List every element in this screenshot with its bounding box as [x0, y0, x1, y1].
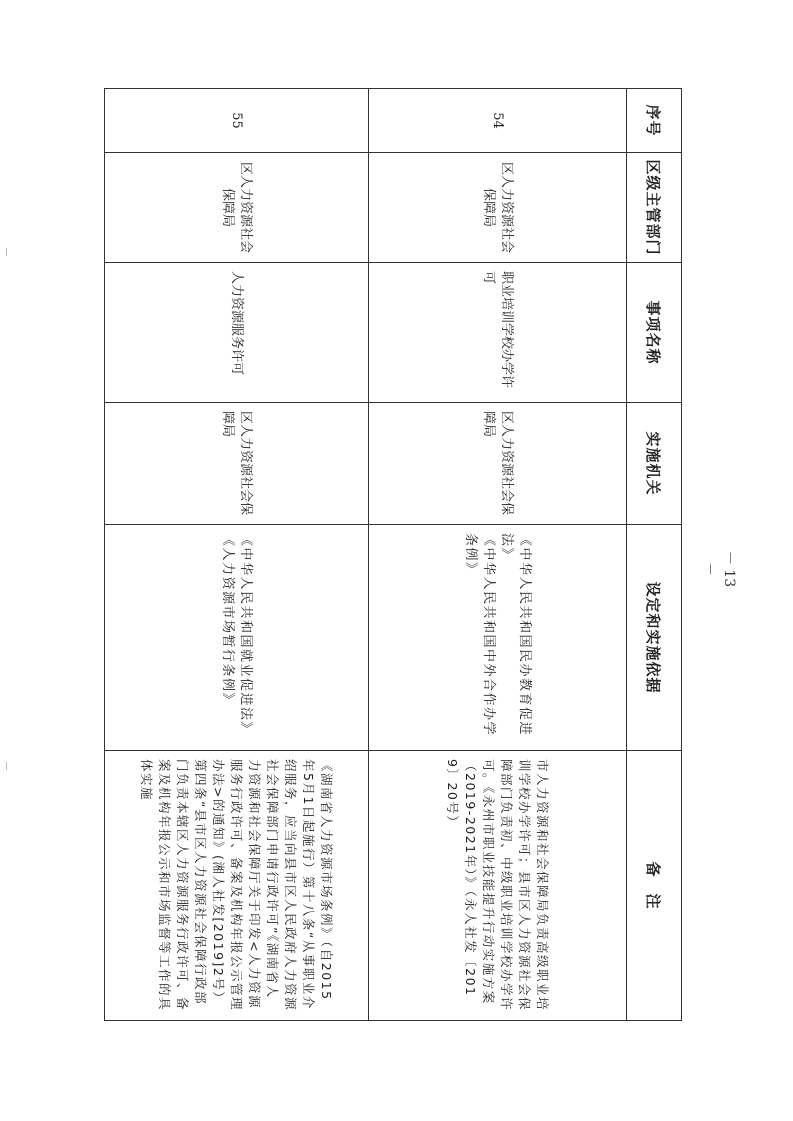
row-item: 职业培训学校办学许可 [369, 263, 627, 403]
binding-mark-top [6, 248, 7, 256]
row-basis [369, 525, 627, 751]
row-seq: 54 [369, 89, 627, 153]
row-note: 《湖南省人力资源市场条例》（自2015年5月1日起施行）第十八条“从事职业介绍服务，应当向县市区人民政府人力资源社会保障部门申请行政许可”《湖南省人力资源和社会保障厅关于印发<人力资源服务行政许可、备案及机构年报公示管理办法>的通知》(湘人社发[2019]2号）第四条“县市区人力资源社会保障行政部门负责本辖区人力资源服务行政许可、备案及机构年报公示和市场监督等工作的具体实施 [105, 751, 369, 1021]
table-row [105, 89, 369, 1021]
header-note: 备 注 [627, 751, 682, 1021]
header-basis: 设定和实施依据 [627, 525, 682, 751]
row-basis [105, 525, 369, 751]
binding-mark-bottom [6, 762, 7, 770]
basis-line: 《人力资源市场暂行条例》 [220, 533, 236, 708]
row-seq: 55 [105, 89, 369, 153]
row-dept: 区人力资源社会保障局 [369, 153, 627, 263]
page-number: － 13 － [701, 550, 737, 588]
admin-permit-table [104, 88, 682, 1021]
row-agency: 区人力资源社会保障局 [369, 403, 627, 525]
header-seq: 序号 [627, 89, 682, 153]
basis-line: 《中华人民共和国中外合作办学条例》 [463, 533, 497, 737]
header-dept: 区级主管部门 [627, 153, 682, 263]
basis-line: 《中华人民共和国就业促进法》 [238, 533, 254, 737]
row-item: 人力资源服务许可 [105, 263, 369, 403]
basis-line: 《中华人民共和国民办教育促进法》 [499, 533, 533, 737]
table-row [369, 89, 627, 1021]
table-header-row [627, 89, 682, 1021]
header-agency: 实施机关 [627, 403, 682, 525]
row-note: 市人力资源和社会保障局负责高级职业培训学校办学许可；县市区人力资源社会保障部门负责初、中级职业培训学校办学许可。《永州市职业技能提升行动实施方案（2019-2021年）》（永人社发〔2019〕20号） [369, 751, 627, 1021]
row-dept: 区人力资源社会保障局 [105, 153, 369, 263]
header-item: 事项名称 [627, 263, 682, 403]
rotated-table-sheet [106, 88, 682, 1020]
row-agency: 区人力资源社会保障局 [105, 403, 369, 525]
